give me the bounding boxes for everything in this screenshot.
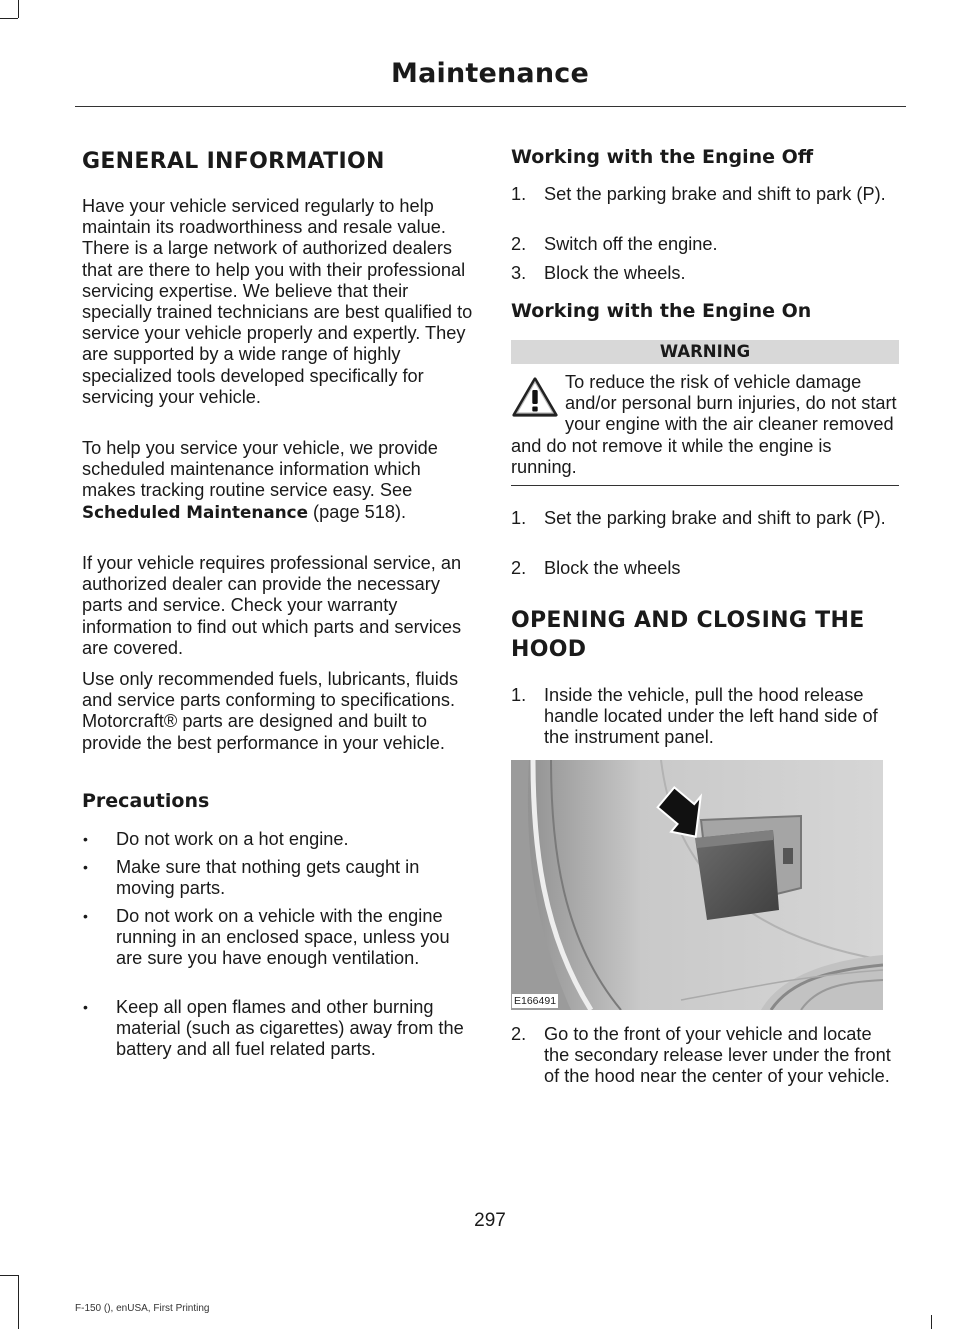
crop-mark (931, 1315, 932, 1329)
warning-text: To reduce the risk of vehicle damage and/or personal burn injuries, do not start your engine with the air cleaner removed and do not remove it while the engine is running. (511, 372, 897, 477)
hood-heading-line-2: HOOD (511, 637, 587, 662)
page-number: 297 (474, 1210, 506, 1231)
scheduled-maintenance-paragraph (82, 438, 474, 523)
list-item (511, 1024, 901, 1088)
precautions-heading: Precautions (82, 790, 210, 812)
engine-off-heading: Working with the Engine Off (511, 146, 814, 168)
step-number: 2. (511, 234, 527, 254)
general-info-paragraph-4: Use only recommended fuels, lubricants, fluids and service parts conforming to specifications. Motorcraft® parts are designed and built to provide the best performance in your vehicle. (82, 669, 459, 753)
list-item (511, 558, 901, 579)
warning-banner: WARNING (511, 340, 899, 364)
list-item (82, 997, 474, 1061)
hood-heading-line-1: OPENING AND CLOSING THE (511, 608, 865, 633)
step-text: Go to the front of your vehicle and locate the secondary release lever under the front of the hood near the center of your vehicle. (544, 1024, 891, 1087)
list-item (511, 234, 901, 255)
list-item (511, 184, 901, 205)
list-item (511, 685, 901, 749)
precaution-text: Keep all open flames and other burning material (such as cigarettes) away from the battery and all fuel related parts. (116, 997, 464, 1060)
list-item (82, 906, 474, 970)
general-info-paragraph-3: If your vehicle requires professional service, an authorized dealer can provide the necessary parts and service. Check your warranty information to find out which parts and services are covered. (82, 553, 462, 658)
print-info: F-150 (), enUSA, First Printing (75, 1303, 210, 1314)
hood-heading (511, 606, 903, 664)
step-number: 1. (511, 685, 527, 705)
hood-release-illustration (511, 760, 883, 1010)
page-reference: (page 518). (307, 501, 407, 522)
bullet: • (83, 859, 88, 875)
list-item (511, 263, 901, 284)
step-number: 3. (511, 263, 527, 283)
warning-triangle-icon (511, 376, 559, 418)
step-text: Block the wheels (544, 558, 681, 578)
list-item (82, 829, 474, 850)
bullet: • (83, 999, 88, 1015)
warning-block (511, 373, 901, 478)
step-number: 2. (511, 558, 527, 578)
step-text: Block the wheels. (544, 263, 686, 283)
scheduled-intro-text: To help you service your vehicle, we provide scheduled maintenance information which makes tracking routine service easy. See (82, 438, 438, 501)
crop-mark (18, 0, 19, 18)
warning-divider (511, 485, 899, 486)
bullet: • (83, 908, 88, 924)
hood-release-drawing (511, 760, 883, 1010)
crop-mark (18, 1275, 19, 1329)
step-text: Set the parking brake and shift to park (P). (544, 184, 886, 204)
bullet: • (83, 831, 88, 847)
step-text: Switch off the engine. (544, 234, 718, 254)
step-number: 1. (511, 184, 527, 204)
list-item (82, 857, 474, 899)
title-divider (75, 106, 906, 107)
crop-mark (0, 18, 18, 19)
precaution-text: Do not work on a vehicle with the engine running in an enclosed space, unless you are sure you have enough ventilation. (116, 906, 450, 969)
crop-mark (0, 1275, 18, 1276)
step-number: 1. (511, 508, 527, 528)
step-text: Inside the vehicle, pull the hood release handle located under the left hand side of the instrument panel. (544, 685, 878, 748)
step-number: 2. (511, 1024, 527, 1044)
precaution-text: Do not work on a hot engine. (116, 829, 349, 849)
scheduled-maintenance-link[interactable]: Scheduled Maintenance (82, 501, 308, 522)
engine-on-heading: Working with the Engine On (511, 300, 812, 322)
general-info-paragraph-1: Have your vehicle serviced regularly to help maintain its roadworthiness and resale value. There is a large network of authorized dealers that are there to help you with their professional servicing expertise. We believe that their specially trained technicians are best qualified to service your vehicle properly and expertly. They are supported by a wide range of highly specialized tools developed specifically for servicing your vehicle. (82, 196, 473, 407)
page-title: Maintenance (391, 58, 589, 89)
precaution-text: Make sure that nothing gets caught in moving parts. (116, 857, 420, 899)
step-text: Set the parking brake and shift to park (P). (544, 508, 886, 528)
figure-code: E166491 (514, 995, 557, 1007)
general-information-heading: GENERAL INFORMATION (82, 149, 385, 174)
list-item (511, 508, 901, 529)
